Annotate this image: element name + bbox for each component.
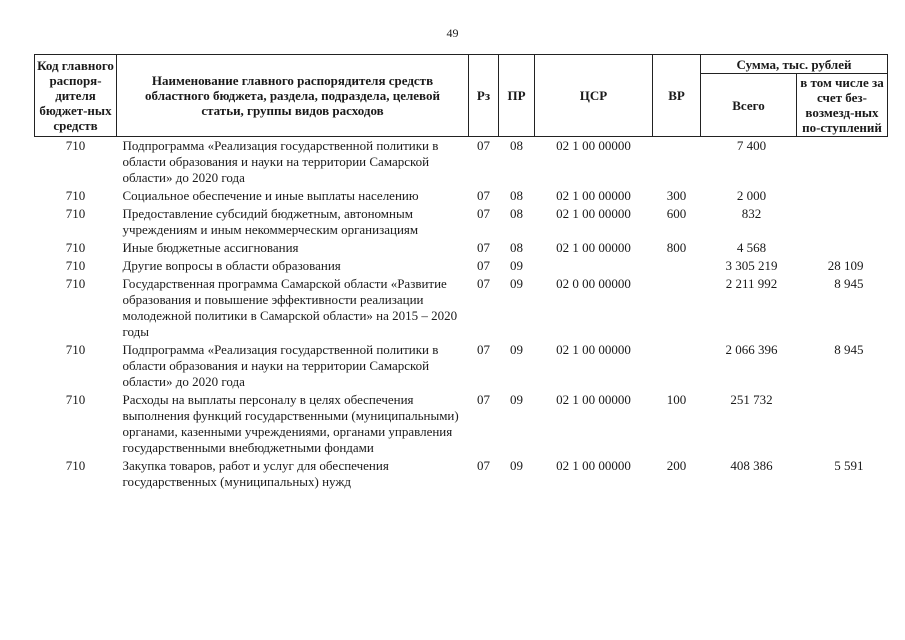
cell-name: Другие вопросы в области образования — [122, 258, 341, 273]
cell-code: 710 — [65, 276, 86, 291]
cell-name: Иные бюджетные ассигнования — [122, 240, 299, 255]
cell-total: 832 — [741, 206, 762, 221]
cell-rz: 07 — [477, 258, 490, 273]
cell-csr: 02 1 00 00000 — [556, 206, 631, 221]
table-row — [35, 187, 888, 205]
cell-vr — [653, 137, 701, 188]
cell-code: 710 — [65, 188, 86, 203]
page-number: 49 — [446, 26, 459, 40]
table-row — [35, 257, 888, 275]
cell-name: Предоставление субсидий бюджетным, автономным учреждениям и иным некоммерческим организациям — [122, 206, 419, 237]
cell-rz: 07 — [477, 276, 490, 291]
cell-vr: 800 — [666, 240, 687, 255]
cell-rz: 07 — [477, 342, 490, 357]
table-header — [35, 55, 888, 137]
cell-bez — [797, 391, 888, 457]
cell-csr: 02 1 00 00000 — [556, 458, 631, 473]
header-code: Код главного распоря-дителя бюджет-ных средств — [35, 55, 117, 137]
cell-total: 408 386 — [730, 458, 773, 473]
cell-csr — [535, 257, 653, 275]
cell-bez: 5 591 — [834, 458, 864, 473]
budget-table — [34, 54, 888, 491]
cell-code: 710 — [65, 138, 86, 153]
cell-bez — [797, 205, 888, 239]
cell-rz: 07 — [477, 188, 490, 203]
header-rz: Рз — [469, 55, 499, 137]
cell-rz: 07 — [477, 392, 490, 407]
cell-bez: 8 945 — [834, 342, 864, 357]
cell-pr: 08 — [510, 138, 523, 153]
table-row — [35, 239, 888, 257]
cell-pr: 09 — [510, 258, 523, 273]
cell-bez: 8 945 — [834, 276, 864, 291]
cell-csr: 02 0 00 00000 — [556, 276, 631, 291]
cell-csr: 02 1 00 00000 — [556, 392, 631, 407]
cell-vr: 300 — [666, 188, 687, 203]
cell-vr: 100 — [666, 392, 687, 407]
cell-vr — [653, 275, 701, 341]
cell-name: Социальное обеспечение и иные выплаты населению — [122, 188, 419, 203]
cell-csr: 02 1 00 00000 — [556, 342, 631, 357]
table-row — [35, 457, 888, 491]
cell-rz: 07 — [477, 240, 490, 255]
table-row — [35, 205, 888, 239]
cell-name: Подпрограмма «Реализация государственной политики в области образования и науки на территории Самарской области» до 2020 года — [122, 138, 439, 185]
cell-pr: 08 — [510, 240, 523, 255]
cell-vr — [653, 257, 701, 275]
header-pr: ПР — [499, 55, 535, 137]
cell-csr: 02 1 00 00000 — [556, 240, 631, 255]
cell-total: 3 305 219 — [725, 258, 778, 273]
cell-code: 710 — [65, 240, 86, 255]
header-sum: Сумма, тыс. рублей — [701, 55, 888, 74]
cell-code: 710 — [65, 206, 86, 221]
cell-bez — [797, 239, 888, 257]
cell-pr: 09 — [510, 458, 523, 473]
cell-code: 710 — [65, 458, 86, 473]
cell-total: 251 732 — [730, 392, 773, 407]
cell-code: 710 — [65, 258, 86, 273]
cell-total: 4 568 — [736, 240, 767, 255]
cell-pr: 08 — [510, 206, 523, 221]
cell-pr: 08 — [510, 188, 523, 203]
table-row — [35, 341, 888, 391]
cell-pr: 09 — [510, 342, 523, 357]
cell-pr: 09 — [510, 276, 523, 291]
cell-pr: 09 — [510, 392, 523, 407]
cell-code: 710 — [65, 392, 86, 407]
cell-csr: 02 1 00 00000 — [556, 188, 631, 203]
cell-total: 2 000 — [736, 188, 767, 203]
cell-name: Расходы на выплаты персоналу в целях обеспечения выполнения функций государственными (муниципальными) органами, казенными учреждениями, органами управления государственными внебюджетными фондами — [122, 392, 459, 455]
table-row — [35, 275, 888, 341]
table-row — [35, 137, 888, 188]
cell-rz: 07 — [477, 458, 490, 473]
header-bez: в том числе за счет без-возмезд-ных по-ступлений — [797, 74, 888, 137]
cell-vr — [653, 341, 701, 391]
header-vr: ВР — [653, 55, 701, 137]
cell-name: Подпрограмма «Реализация государственной политики в области образования и науки на территории Самарской области» до 2020 года — [122, 342, 439, 389]
cell-code: 710 — [65, 342, 86, 357]
cell-total: 2 066 396 — [725, 342, 778, 357]
cell-csr: 02 1 00 00000 — [556, 138, 631, 153]
cell-name: Закупка товаров, работ и услуг для обеспечения государственных (муниципальных) нужд — [122, 458, 389, 489]
cell-bez: 28 109 — [827, 258, 864, 273]
cell-total: 7 400 — [736, 138, 767, 153]
cell-rz: 07 — [477, 206, 490, 221]
table-row — [35, 391, 888, 457]
cell-bez — [797, 137, 888, 188]
table-body — [35, 137, 888, 492]
header-name: Наименование главного распорядителя средств областного бюджета, раздела, подраздела, целевой статьи, группы видов расходов — [117, 55, 469, 137]
cell-vr: 200 — [666, 458, 687, 473]
header-csr: ЦСР — [535, 55, 653, 137]
header-total: Всего — [701, 74, 797, 137]
cell-total: 2 211 992 — [725, 276, 778, 291]
cell-vr: 600 — [666, 206, 687, 221]
cell-name: Государственная программа Самарской области «Развитие образования и повышение эффективности реализации молодежной политики в Самарской области» на 2015 – 2020 годы — [122, 276, 458, 339]
cell-rz: 07 — [477, 138, 490, 153]
cell-bez — [797, 187, 888, 205]
